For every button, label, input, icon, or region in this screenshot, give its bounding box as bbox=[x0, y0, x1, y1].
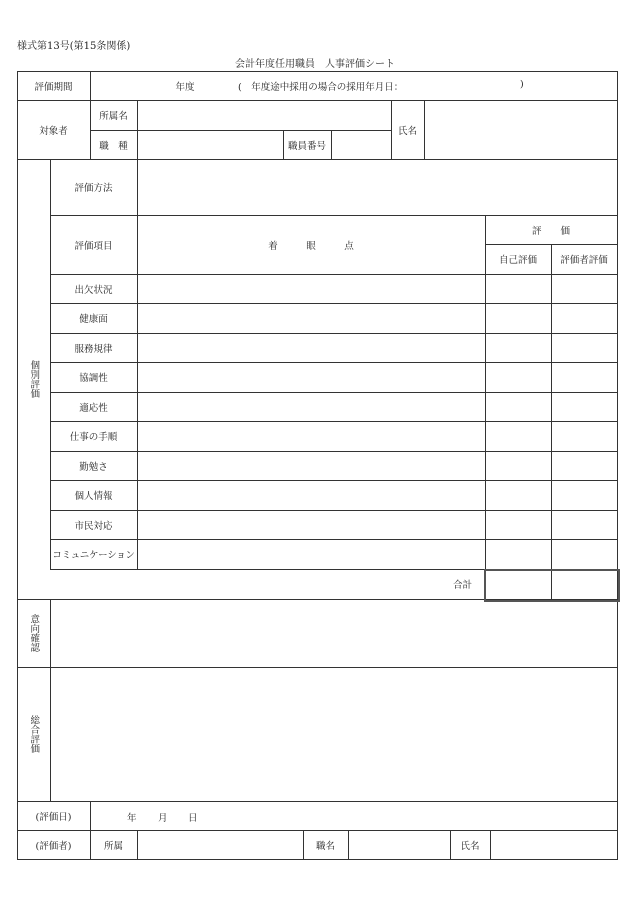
total-label: 合計 bbox=[452, 580, 472, 591]
form-number: 様式第13号(第15条関係) bbox=[17, 41, 131, 52]
rating-label: 評 価 bbox=[531, 225, 570, 237]
staff-number-label: 職員番号 bbox=[287, 140, 326, 152]
item-discipline: 服務規律 bbox=[74, 343, 113, 355]
evaluator-dept-field[interactable] bbox=[138, 831, 302, 858]
item-health: 健康面 bbox=[79, 314, 108, 325]
name-field[interactable] bbox=[425, 101, 616, 158]
subject-label: 対象者 bbox=[39, 125, 68, 137]
date-month: 月 bbox=[158, 813, 168, 824]
evaluator-position-label: 職名 bbox=[315, 840, 335, 852]
item-communication: コミュニケーション bbox=[52, 550, 135, 561]
page-title: 会計年度任用職員 人事評価シート bbox=[235, 58, 395, 70]
method-field[interactable] bbox=[138, 160, 617, 214]
item-adaptability: 適応性 bbox=[79, 402, 108, 414]
item-label: 評価項目 bbox=[74, 240, 113, 252]
staff-number-field[interactable] bbox=[332, 131, 390, 158]
year-label: 年度 bbox=[175, 81, 195, 93]
date-label: (評価日) bbox=[35, 811, 72, 823]
evaluator-dept-label: 所属 bbox=[103, 840, 123, 852]
date-year: 年 bbox=[127, 813, 137, 824]
midyear-note: ( 年度途中採用の場合の採用年月日： bbox=[238, 82, 404, 93]
item-diligence: 勤勉さ bbox=[79, 461, 108, 473]
item-work-procedure: 仕事の手順 bbox=[69, 432, 118, 443]
item-attendance: 出欠状況 bbox=[74, 284, 113, 296]
intent-label: 意向確認 bbox=[28, 614, 40, 652]
period-label: 評価期間 bbox=[34, 81, 73, 93]
evaluator-name-label: 氏名 bbox=[460, 840, 480, 852]
evaluator-rating-label: 評価者評価 bbox=[560, 255, 608, 266]
section-label-individual: 個別評価 bbox=[28, 360, 40, 398]
focus-label: 着 眼 点 bbox=[268, 240, 354, 252]
intent-field[interactable] bbox=[51, 600, 617, 666]
date-day: 日 bbox=[188, 813, 198, 824]
department-field[interactable] bbox=[138, 101, 390, 129]
item-citizen-service: 市民対応 bbox=[74, 520, 113, 532]
item-personal-info: 個人情報 bbox=[74, 491, 113, 502]
method-label: 評価方法 bbox=[74, 183, 113, 194]
overall-field[interactable] bbox=[51, 668, 617, 800]
evaluator-name-field[interactable] bbox=[491, 831, 616, 858]
evaluator-position-field[interactable] bbox=[349, 831, 449, 858]
midyear-close: ) bbox=[520, 79, 524, 90]
job-type-field[interactable] bbox=[138, 131, 282, 158]
name-label: 氏名 bbox=[397, 125, 417, 137]
overall-label: 総合評価 bbox=[28, 715, 40, 753]
total-box[interactable] bbox=[484, 569, 620, 602]
item-cooperation: 協調性 bbox=[79, 373, 108, 384]
evaluator-label: (評価者) bbox=[35, 840, 72, 852]
self-rating-label: 自己評価 bbox=[498, 255, 537, 266]
job-type-label: 職 種 bbox=[99, 140, 128, 152]
department-label: 所属名 bbox=[99, 111, 128, 122]
